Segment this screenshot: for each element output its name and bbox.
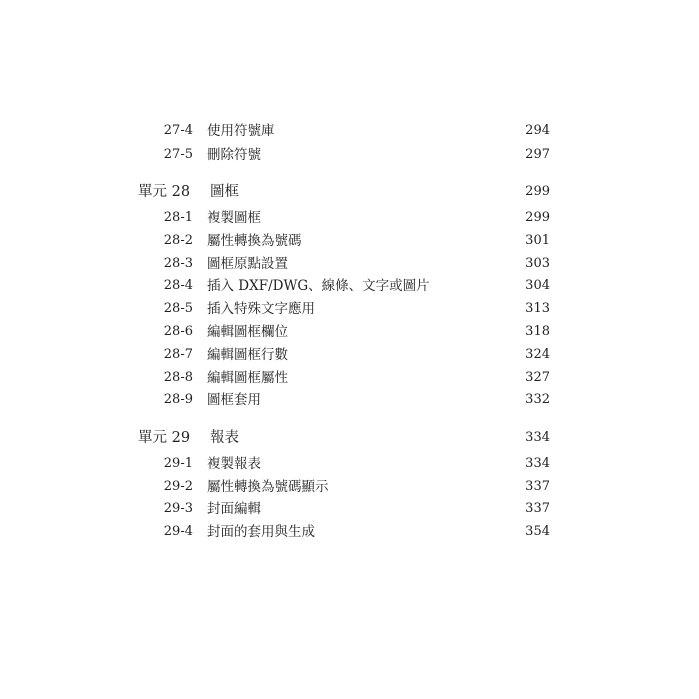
section-number: 28-1 [163, 210, 193, 225]
toc-entry-28-8 [0, 367, 699, 389]
page-number: 334 [525, 430, 550, 445]
page-number: 313 [525, 301, 550, 316]
page-number: 303 [525, 256, 550, 271]
unit-title: 圖框 [210, 184, 239, 200]
page-number: 327 [525, 370, 550, 385]
section-title: 使用符號庫 [207, 123, 275, 139]
section-title: 封面的套用與生成 [207, 524, 315, 540]
toc-entry-29-3 [0, 498, 699, 520]
section-number: 29-2 [163, 479, 193, 494]
toc-entry-28-5 [0, 298, 699, 320]
page-number: 337 [525, 479, 550, 494]
page-number: 332 [525, 392, 550, 407]
page-number: 324 [525, 347, 550, 362]
section-title: 屬性轉換為號碼 [207, 233, 302, 249]
toc-entry-27-4 [0, 120, 699, 142]
page-number: 334 [525, 456, 550, 471]
section-title: 圖框原點設置 [207, 256, 288, 272]
section-title: 複製圖框 [207, 210, 261, 226]
toc-entry-29-2 [0, 476, 699, 498]
section-number: 27-5 [163, 147, 193, 162]
toc-unit-28 [0, 181, 699, 203]
section-number: 28-5 [163, 301, 193, 316]
toc-entry-28-7 [0, 344, 699, 366]
section-number: 29-4 [163, 524, 193, 539]
section-number: 28-8 [163, 370, 193, 385]
page-number: 318 [525, 324, 550, 339]
toc-entry-28-9 [0, 389, 699, 411]
section-title: 編輯圖框欄位 [207, 324, 288, 340]
toc-entry-27-5 [0, 144, 699, 166]
toc-entry-28-4 [0, 275, 699, 297]
unit-title: 報表 [210, 430, 239, 446]
section-title: 屬性轉換為號碼顯示 [207, 479, 329, 495]
section-title: 圖框套用 [207, 392, 261, 408]
unit-number: 單元 29 [138, 430, 191, 446]
toc-unit-29 [0, 427, 699, 449]
section-title: 刪除符號 [207, 147, 261, 163]
section-title: 封面編輯 [207, 501, 261, 517]
section-number: 29-1 [163, 456, 193, 471]
section-number: 29-3 [163, 501, 193, 516]
toc-entry-29-1 [0, 453, 699, 475]
page-number: 299 [525, 184, 550, 199]
unit-number: 單元 28 [138, 184, 191, 200]
page-number: 354 [525, 524, 550, 539]
toc-entry-28-3 [0, 253, 699, 275]
toc-entry-28-6 [0, 321, 699, 343]
page-number: 337 [525, 501, 550, 516]
section-number: 28-3 [163, 256, 193, 271]
section-title: 插入 DXF/DWG、線條、文字或圖片 [207, 278, 430, 294]
section-title: 複製報表 [207, 456, 261, 472]
section-title: 插入特殊文字應用 [207, 301, 315, 317]
section-title: 編輯圖框行數 [207, 347, 288, 363]
section-number: 28-7 [163, 347, 193, 362]
page-number: 301 [525, 233, 550, 248]
section-number: 27-4 [163, 123, 193, 138]
page-number: 299 [525, 210, 550, 225]
section-number: 28-2 [163, 233, 193, 248]
section-number: 28-4 [163, 278, 193, 293]
toc-entry-28-2 [0, 230, 699, 252]
section-title: 編輯圖框屬性 [207, 370, 288, 386]
page-number: 294 [525, 123, 550, 138]
section-number: 28-6 [163, 324, 193, 339]
section-number: 28-9 [163, 392, 193, 407]
page-number: 297 [525, 147, 550, 162]
page-number: 304 [525, 278, 550, 293]
toc-entry-29-4 [0, 521, 699, 543]
toc-entry-28-1 [0, 207, 699, 229]
